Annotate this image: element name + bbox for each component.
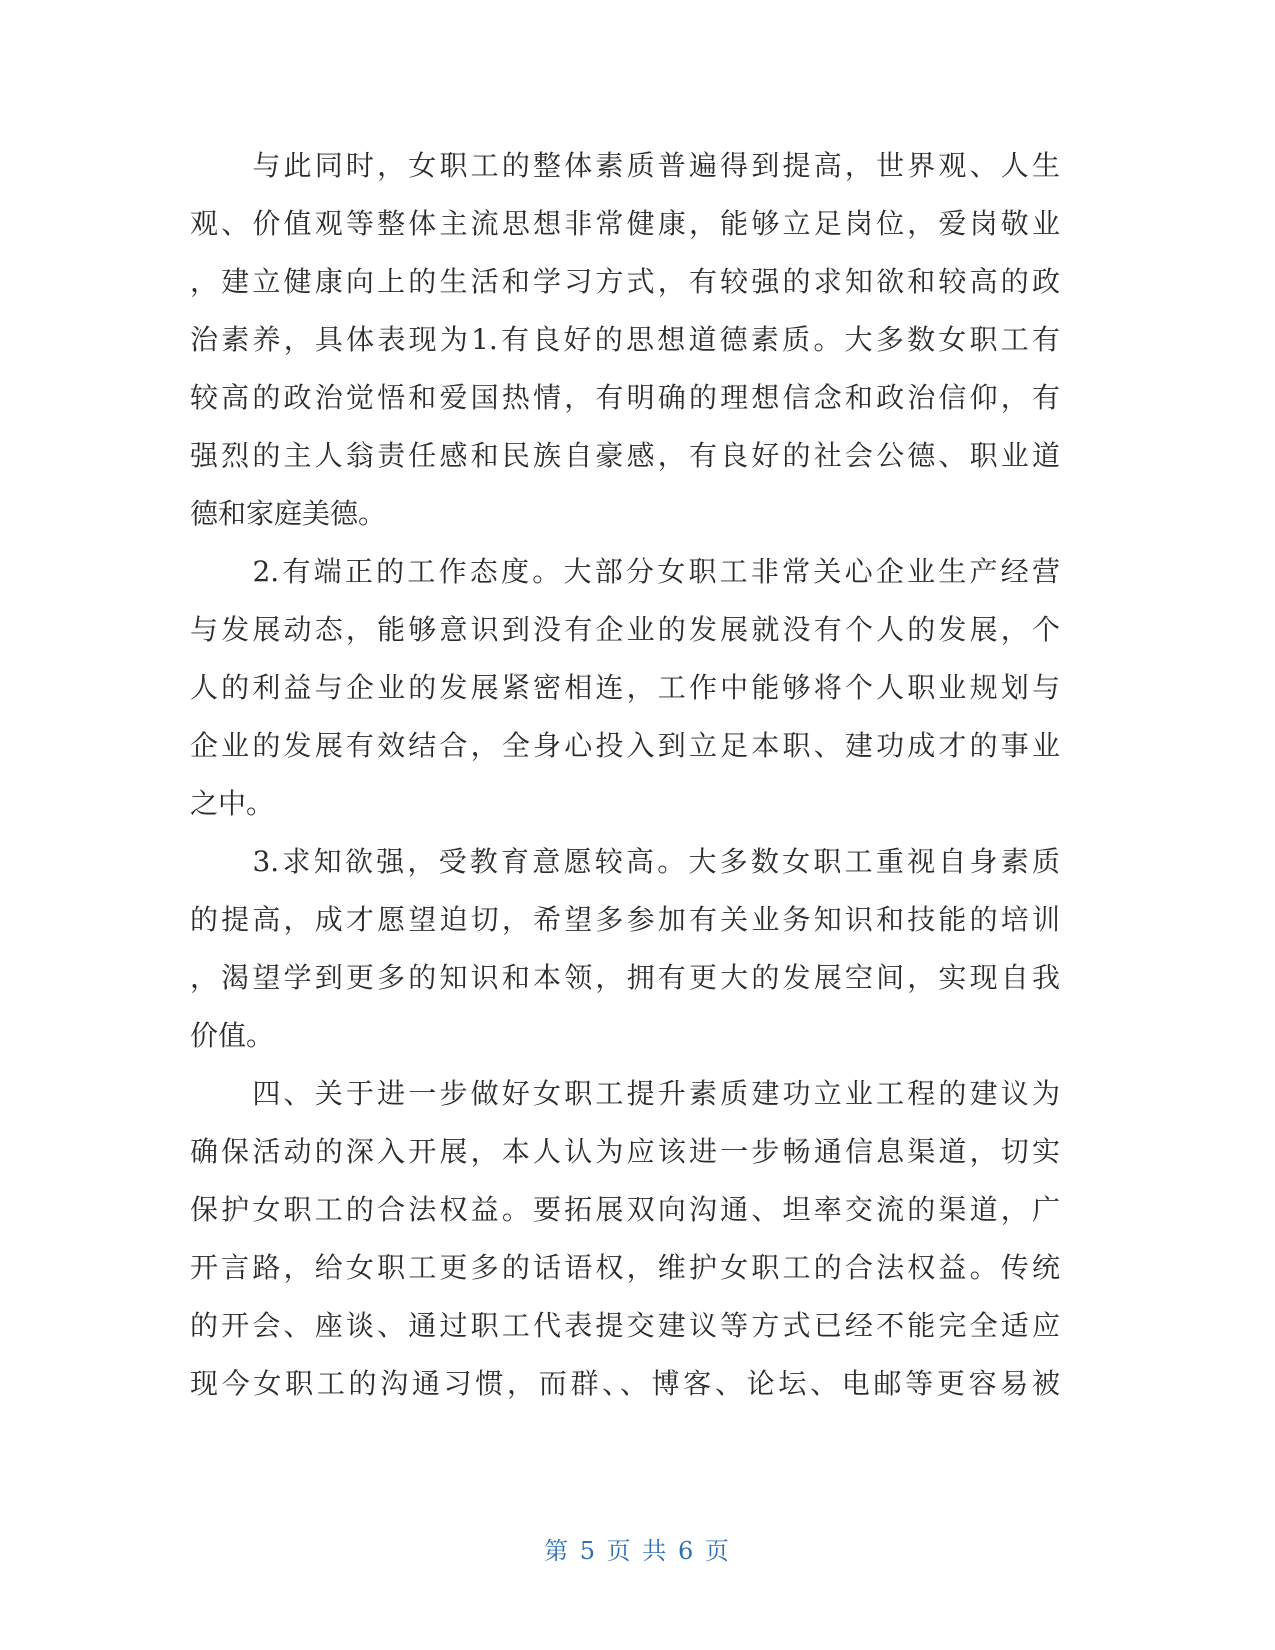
- paragraph-2-line-5: 之中。: [190, 787, 275, 820]
- paragraph-1-line-7: 德和家庭美德。: [190, 497, 387, 530]
- paragraph-4-line-5: 的开会、座谈、通过职工代表提交建议等方式已经不能完全适应: [190, 1309, 1060, 1342]
- paragraph-4-line-2: 确保活动的深入开展，本人认为应该进一步畅通信息渠道，切实: [190, 1135, 1060, 1168]
- paragraph-1-line-6: 强烈的主人翁责任感和民族自豪感，有良好的社会公德、职业道: [190, 439, 1060, 472]
- paragraph-2-line-4: 企业的发展有效结合，全身心投入到立足本职、建功成才的事业: [190, 729, 1060, 762]
- paragraph-1-line-2: 观、价值观等整体主流思想非常健康，能够立足岗位，爱岗敬业: [190, 207, 1060, 240]
- paragraph-4-line-1: 四、关于进一步做好女职工提升素质建功立业工程的建议为: [190, 1077, 1060, 1110]
- paragraph-1-line-3: ，建立健康向上的生活和学习方式，有较强的求知欲和较高的政: [190, 265, 1060, 298]
- paragraph-2-line-1: 2.有端正的工作态度。大部分女职工非常关心企业生产经营: [190, 555, 1060, 588]
- paragraph-3-line-2: 的提高，成才愿望迫切，希望多参加有关业务知识和技能的培训: [190, 903, 1060, 936]
- paragraph-4-line-6: 现今女职工的沟通习惯，而群、、博客、论坛、电邮等更容易被: [190, 1367, 1060, 1400]
- paragraph-2-line-2: 与发展动态，能够意识到没有企业的发展就没有个人的发展，个: [190, 613, 1060, 646]
- paragraph-2-line-3: 人的利益与企业的发展紧密相连，工作中能够将个人职业规划与: [190, 671, 1060, 704]
- paragraph-1-line-4: 治素养，具体表现为1.有良好的思想道德素质。大多数女职工有: [190, 323, 1060, 356]
- paragraph-1-line-1: 与此同时，女职工的整体素质普遍得到提高，世界观、人生: [190, 149, 1060, 182]
- paragraph-3-line-1: 3.求知欲强，受教育意愿较高。大多数女职工重视自身素质: [190, 845, 1060, 878]
- paragraph-4-line-4: 开言路，给女职工更多的话语权，维护女职工的合法权益。传统: [190, 1251, 1060, 1284]
- paragraph-3-line-3: ，渴望学到更多的知识和本领，拥有更大的发展空间，实现自我: [190, 961, 1060, 994]
- paragraph-1-line-5: 较高的政治觉悟和爱国热情，有明确的理想信念和政治信仰，有: [190, 381, 1060, 414]
- paragraph-4-line-3: 保护女职工的合法权益。要拓展双向沟通、坦率交流的渠道，广: [190, 1193, 1060, 1226]
- paragraph-3-line-4: 价值。: [190, 1019, 275, 1052]
- page-number-footer: 第 5 页 共 6 页: [544, 1537, 731, 1565]
